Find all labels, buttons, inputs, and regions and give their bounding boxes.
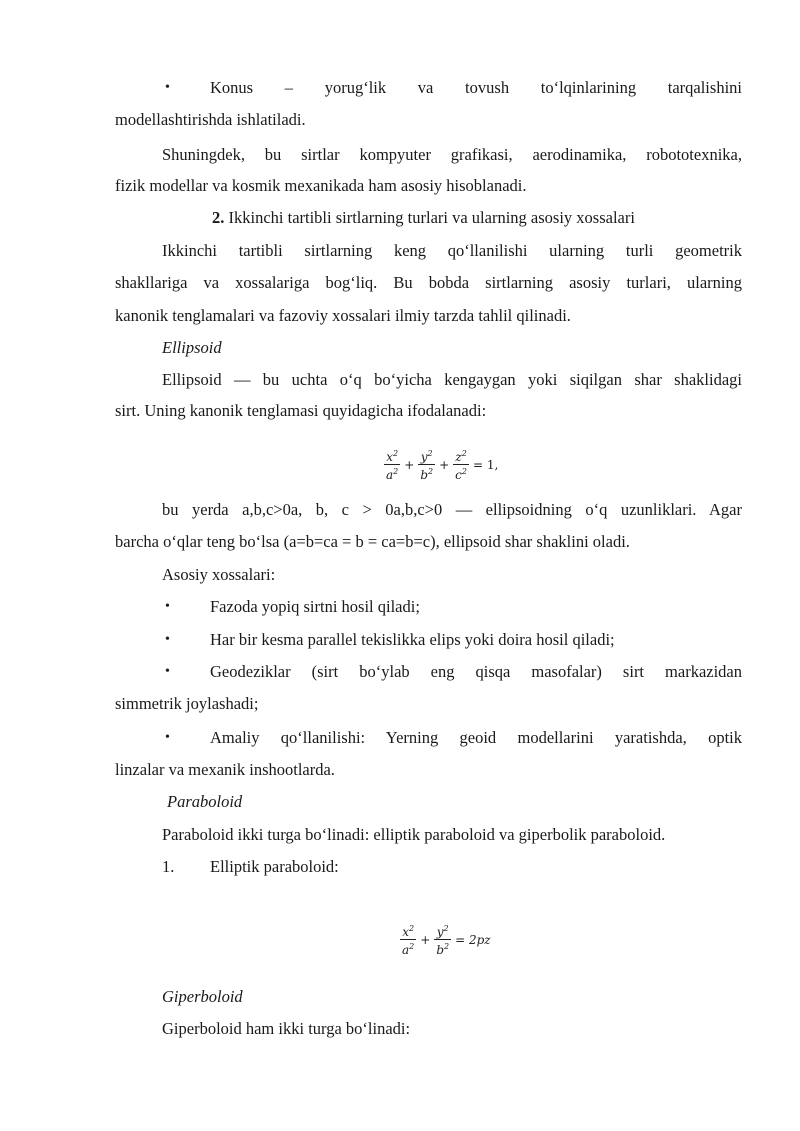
section-title: Ikkinchi tartibli sirtlarning turlari va ularning asosiy xossalari [224, 208, 635, 227]
fraction-z: $\frac{z^2}{c^2}$ [455, 449, 467, 482]
ellipsoid-equation: $\frac{x^2}{a^2}$ + $\frac{y^2}{b^2}$ + $\frac{z^2}{c^2}$ = 1, [386, 449, 499, 482]
fraction-x: $\frac{x^2}{a^2}$ [386, 449, 399, 482]
paragraph-line: fizik modellar va kosmik mexanikada ham asosiy hisoblanadi. [115, 176, 527, 195]
paragraph-line: shakllariga va xossalariga bog‘liq. Bu bobda sirtlarning asosiy turlari, ularning [115, 273, 742, 292]
list-number: 1. [162, 857, 175, 876]
equation-rhs: = 1, [472, 457, 499, 472]
list-item: Har bir kesma parallel tekislikka elips yoki doira hosil qiladi; [210, 630, 615, 649]
fraction-y: $\frac{y^2}{b^2}$ [420, 449, 434, 482]
bullet-marker: • [165, 599, 170, 614]
paraboloid-equation: $\frac{x^2}{a^2}$ + $\frac{y^2}{b^2}$ = 2pz [402, 924, 491, 957]
section-number: 2. [212, 208, 225, 227]
paragraph-line: modellashtirishda ishlatiladi. [115, 110, 306, 129]
list-item: Amaliy qo‘llanilishi: Yerning geoid modellarini yaratishda, optik [210, 728, 742, 747]
list-item: Geodeziklar (sirt bo‘ylab eng qisqa masofalar) sirt markazidan [210, 662, 742, 681]
paragraph-line: Asosiy xossalari: [162, 565, 276, 584]
list-item: Fazoda yopiq sirtni hosil qiladi; [210, 597, 420, 616]
paragraph-line: Ellipsoid — bu uchta o‘q bo‘yicha kengaygan yoki siqilgan shar shaklidagi [162, 370, 742, 389]
subheading-giperboloid: Giperboloid [162, 987, 243, 1006]
subheading-ellipsoid: Ellipsoid [162, 338, 222, 357]
paragraph-line: Giperboloid ham ikki turga bo‘linadi: [162, 1019, 411, 1038]
fraction-x: $\frac{x^2}{a^2}$ [402, 924, 415, 957]
paragraph-line: kanonik tenglamalari va fazoviy xossalari ilmiy tarzda tahlil qilinadi. [115, 306, 571, 325]
subheading-paraboloid: Paraboloid [167, 792, 243, 811]
paragraph-line: barcha o‘qlar teng bo‘lsa (a=b=ca = b = ca=b=c), ellipsoid shar shaklini oladi. [115, 532, 630, 551]
equation-rhs: = 2pz [455, 932, 491, 947]
bullet-marker: • [165, 80, 170, 95]
list-item: Elliptik paraboloid: [210, 857, 339, 876]
paragraph-line: simmetrik joylashadi; [115, 694, 259, 713]
paragraph-line: Konus – yorug‘lik va tovush to‘lqinlarining tarqalishini [210, 78, 742, 97]
paragraph-line: Shuningdek, bu sirtlar kompyuter grafikasi, aerodinamika, robototexnika, [162, 145, 742, 164]
paragraph-line: Ikkinchi tartibli sirtlarning keng qo‘llanilishi ularning turli geometrik [162, 241, 742, 260]
bullet-marker: • [165, 664, 170, 679]
section-heading [212, 208, 635, 228]
paragraph-line: sirt. Uning kanonik tenglamasi quyidagicha ifodalanadi: [115, 401, 487, 420]
paragraph-line: Paraboloid ikki turga bo‘linadi: elliptik paraboloid va giperbolik paraboloid. [162, 825, 666, 844]
paragraph-line: bu yerda a,b,c>0a, b, c > 0a,b,c>0 — ellipsoidning o‘q uzunliklari. Agar [162, 500, 742, 519]
paragraph-line: linzalar va mexanik inshootlarda. [115, 760, 335, 779]
bullet-marker: • [165, 632, 170, 647]
fraction-y: $\frac{y^2}{b^2}$ [436, 924, 450, 957]
bullet-marker: • [165, 730, 170, 745]
